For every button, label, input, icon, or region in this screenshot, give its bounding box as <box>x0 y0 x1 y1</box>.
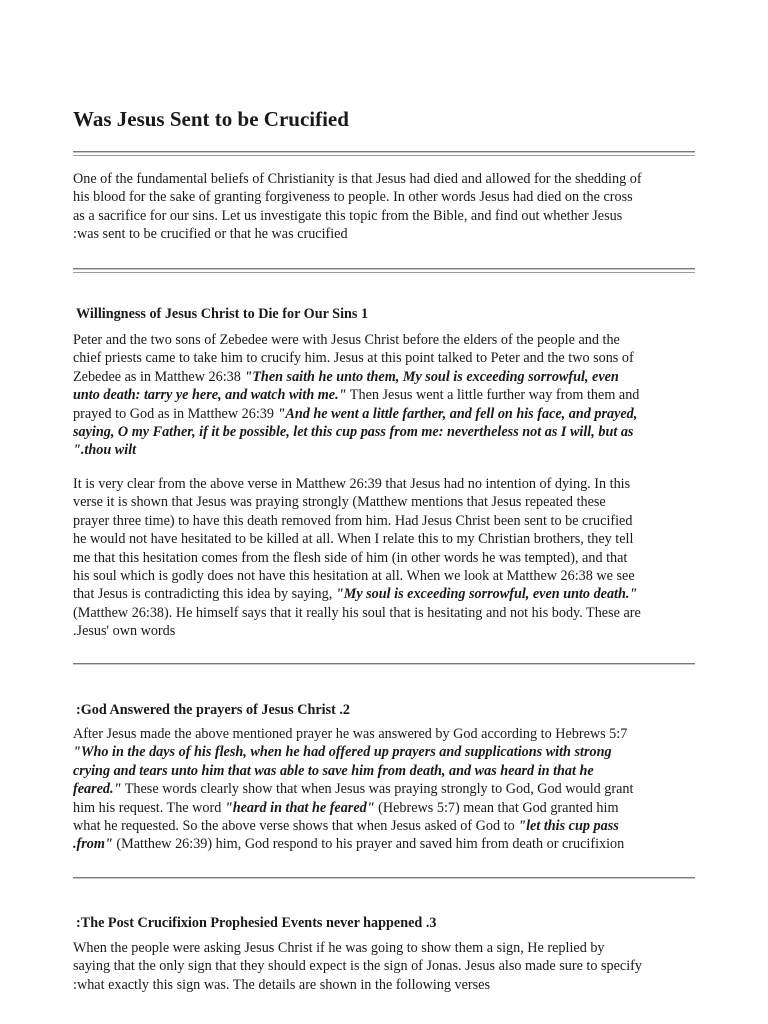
divider <box>73 663 695 665</box>
text-line <box>73 835 697 853</box>
page-title: Was Jesus Sent to be Crucified <box>73 107 349 131</box>
section2-paragraph <box>73 725 697 854</box>
bible-quote: "Then saith he unto them, My soul is exceeding sorrowful, even <box>244 368 619 385</box>
text-line: his blood for the sake of granting forgiveness to people. In other words Jesus had died on the cross <box>73 189 633 206</box>
bible-quote: unto death: tarry ye here, and watch with me." <box>73 387 347 404</box>
text-line <box>73 405 697 423</box>
text-line: .Jesus' own words <box>73 623 176 640</box>
section3-paragraph <box>73 939 697 994</box>
text-line <box>73 386 697 404</box>
text-line: prayer three time) to have this death removed from him. Had Jesus Christ been sent to be crucified <box>73 512 633 529</box>
text-line: When the people were asking Jesus Christ if he was going to show them a sign, He replied by <box>73 940 605 956</box>
section1-paragraph-1 <box>73 331 697 460</box>
text-run: (Matthew 26:39) him, God respond to his prayer and saved him from death or crucifixion <box>112 836 625 853</box>
text-run: that Jesus is contradicting this idea by saying, <box>73 586 336 603</box>
bible-quote: crying and tears unto him that was able to save him from death, and was heard in that he <box>73 762 594 779</box>
text-run: (Hebrews 5:7) mean that God granted him <box>374 799 619 816</box>
text-line: (Matthew 26:38). He himself says that it really his soul that is hesitating and not his body. These are <box>73 604 641 621</box>
text-run: what he requested. So the above verse shows that when Jesus asked of God to <box>73 818 519 835</box>
text-line: me that this hesitation comes from the flesh side of him (in other words he was tempted), and that <box>73 549 628 566</box>
text-line <box>73 368 697 386</box>
text-line: Peter and the two sons of Zebedee were with Jesus Christ before the elders of the people and the <box>73 332 620 348</box>
bible-quote: .from" <box>73 836 113 853</box>
intro-paragraph <box>73 170 697 244</box>
text-line: saying that the only sign that they should expect is the sign of Jonas. Jesus also made sure to specify <box>73 958 642 975</box>
text-run: These words clearly show that when Jesus was praying strongly to God, God would grant <box>121 781 634 798</box>
divider <box>73 877 695 879</box>
divider <box>73 268 695 270</box>
text-line: he would not have hesitated to be killed at all. When I relate this to my Christian brothers, they tell <box>73 531 634 548</box>
bible-quote: "let this cup pass <box>518 818 619 835</box>
text-line: After Jesus made the above mentioned prayer he was answered by God according to Hebrews 5:7 <box>73 726 628 742</box>
divider <box>73 151 695 153</box>
text-run: Zebedee as in Matthew 26:38 <box>73 368 245 385</box>
text-run: Then Jesus went a little further way from them and <box>346 387 640 404</box>
bible-quote: "My soul is exceeding sorrowful, even unto death." <box>335 586 638 603</box>
bible-quote: ".thou wilt <box>73 442 137 459</box>
text-line: It is very clear from the above verse in Matthew 26:39 that Jesus had no intention of dying. In this <box>73 476 631 492</box>
text-line: verse it is shown that Jesus was praying strongly (Matthew mentions that Jesus repeated these <box>73 494 606 511</box>
text-line <box>73 780 697 798</box>
bible-quote: "Who in the days of his flesh, when he had offered up prayers and supplications with strong <box>73 744 612 761</box>
section-heading-3: :The Post Crucifixion Prophesied Events never happened .3 <box>76 915 437 931</box>
bible-quote: saying, O my Father, if it be possible, let this cup pass from me: nevertheless not as I will, but as <box>73 424 634 441</box>
text-run: him his request. The word <box>73 799 225 816</box>
text-line: chief priests came to take him to crucify him. Jesus at this point talked to Peter and the two sons of <box>73 350 634 367</box>
section-heading-2: :God Answered the prayers of Jesus Christ .2 <box>76 702 351 718</box>
section-heading-1: Willingness of Jesus Christ to Die for Our Sins 1 <box>76 306 369 322</box>
text-line: his soul which is godly does not have this hesitation at all. When we look at Matthew 26:38 we see <box>73 568 635 585</box>
bible-quote: "heard in that he feared" <box>224 799 375 816</box>
text-line <box>73 799 697 817</box>
text-line <box>73 585 697 603</box>
bible-quote: feared." <box>73 781 122 798</box>
text-line: as a sacrifice for our sins. Let us investigate this topic from the Bible, and find out whether Jesus <box>73 207 623 224</box>
text-line: One of the fundamental beliefs of Christianity is that Jesus had died and allowed for the shedding of <box>73 171 642 187</box>
section1-paragraph-2 <box>73 475 697 641</box>
text-line: :was sent to be crucified or that he was crucified <box>73 226 348 243</box>
bible-quote: "And he went a little farther, and fell on his face, and prayed, <box>277 405 638 422</box>
text-line: :what exactly this sign was. The details are shown in the following verses <box>73 976 491 993</box>
text-line <box>73 817 697 835</box>
text-run: prayed to God as in Matthew 26:39 <box>73 405 278 422</box>
